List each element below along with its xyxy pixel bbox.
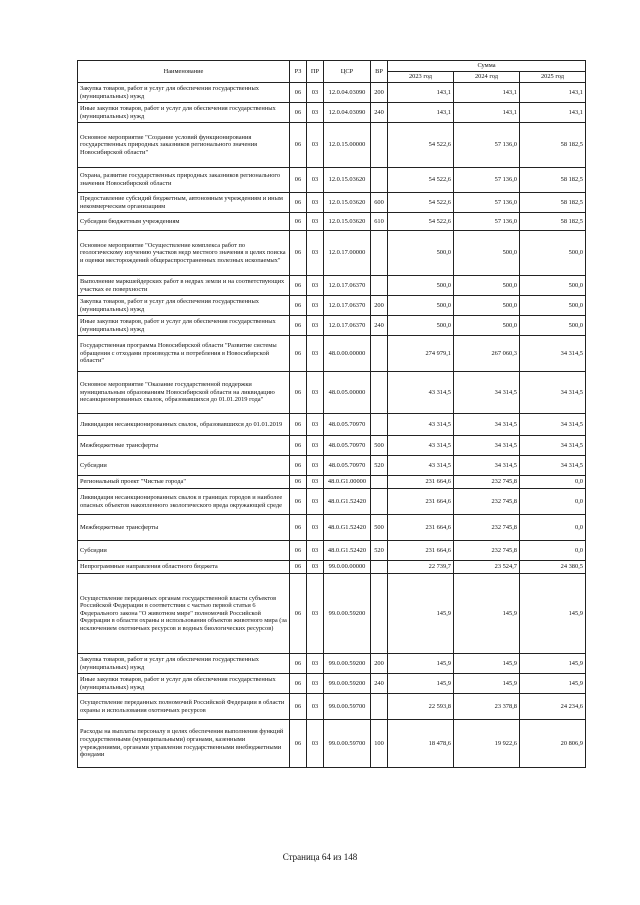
table-row [78,515,586,541]
row-rz: 06 [290,561,307,574]
row-name: Межбюджетные трансферты [78,515,290,541]
row-rz: 06 [290,276,307,296]
row-name: Государственная программа Новосибирской области "Развитие системы обращения с отходами производства и потребления в Новосибирской области" [78,336,290,372]
row-sum-2025: 58 182,5 [520,123,586,168]
row-csr: 48.0.G1.52420 [324,489,371,515]
row-sum-2023: 145,9 [388,654,454,674]
table-row [78,276,586,296]
row-name: Региональный проект "Чистые города" [78,476,290,489]
row-name: Закупка товаров, работ и услуг для обеспечения государственных (муниципальных) нужд [78,654,290,674]
row-sum-2024: 34 314,5 [454,456,520,476]
row-csr: 48.0.00.00000 [324,336,371,372]
row-name: Ликвидация несанкционированных свалок в границах городов и наиболее опасных объектов накопленного экологического вреда окружающей среде [78,489,290,515]
row-sum-2024: 143,1 [454,103,520,123]
row-rz: 06 [290,476,307,489]
row-rz: 06 [290,316,307,336]
row-rz: 06 [290,541,307,561]
header-vr: ВР [371,61,388,83]
row-sum-2023: 500,0 [388,231,454,276]
row-name: Ликвидация несанкционированных свалок, образовавшихся до 01.01.2019 [78,414,290,436]
row-vr: 240 [371,316,388,336]
row-pr: 03 [307,123,324,168]
row-rz: 06 [290,168,307,193]
row-sum-2024: 34 314,5 [454,436,520,456]
row-rz: 06 [290,123,307,168]
row-sum-2023: 54 522,6 [388,123,454,168]
header-sum: Сумма [388,61,586,72]
row-csr: 12.0.04.03090 [324,83,371,103]
table-row [78,674,586,694]
row-sum-2024: 145,9 [454,574,520,654]
row-pr: 03 [307,541,324,561]
row-sum-2025: 145,9 [520,654,586,674]
table-row [78,456,586,476]
row-sum-2023: 231 664,6 [388,476,454,489]
row-sum-2023: 43 314,5 [388,414,454,436]
row-sum-2025: 143,1 [520,83,586,103]
row-rz: 06 [290,193,307,213]
row-sum-2023: 500,0 [388,316,454,336]
row-name: Выполнение маркшейдерских работ в недрах земли и на соответствующих участках ее поверхности [78,276,290,296]
table-row [78,694,586,720]
row-vr: 200 [371,83,388,103]
row-name: Субсидии бюджетным учреждениям [78,213,290,231]
row-csr: 99.0.00.59700 [324,694,371,720]
row-sum-2025: 145,9 [520,574,586,654]
row-rz: 06 [290,372,307,414]
row-sum-2023: 18 478,6 [388,720,454,768]
row-sum-2025: 0,0 [520,476,586,489]
row-csr: 12.0.17.00000 [324,231,371,276]
row-csr: 12.0.15.03620 [324,168,371,193]
row-sum-2023: 54 522,6 [388,193,454,213]
row-vr [371,168,388,193]
row-sum-2025: 500,0 [520,276,586,296]
table-row [78,414,586,436]
row-vr: 500 [371,515,388,541]
row-sum-2024: 232 745,8 [454,476,520,489]
row-sum-2023: 145,9 [388,674,454,694]
row-vr: 100 [371,720,388,768]
row-sum-2024: 57 136,0 [454,193,520,213]
row-rz: 06 [290,574,307,654]
budget-table [77,60,586,768]
row-vr [371,561,388,574]
table-row [78,436,586,456]
table-row [78,83,586,103]
row-sum-2025: 0,0 [520,515,586,541]
row-csr: 99.0.00.00000 [324,561,371,574]
row-rz: 06 [290,489,307,515]
row-sum-2023: 43 314,5 [388,436,454,456]
row-sum-2023: 43 314,5 [388,372,454,414]
row-sum-2024: 232 745,8 [454,541,520,561]
row-sum-2024: 23 524,7 [454,561,520,574]
row-rz: 06 [290,296,307,316]
row-csr: 99.0.00.59200 [324,674,371,694]
row-csr: 12.0.17.06370 [324,296,371,316]
row-sum-2024: 500,0 [454,296,520,316]
row-vr: 600 [371,193,388,213]
row-name: Межбюджетные трансферты [78,436,290,456]
row-pr: 03 [307,476,324,489]
row-pr: 03 [307,674,324,694]
row-csr: 48.0.05.70970 [324,456,371,476]
row-sum-2024: 500,0 [454,231,520,276]
row-pr: 03 [307,168,324,193]
row-pr: 03 [307,316,324,336]
row-sum-2025: 58 182,5 [520,168,586,193]
row-vr [371,336,388,372]
row-rz: 06 [290,336,307,372]
row-name: Субсидии [78,541,290,561]
row-vr: 500 [371,436,388,456]
header-rz: РЗ [290,61,307,83]
row-sum-2024: 145,9 [454,674,520,694]
header-year-2023: 2023 год [388,72,454,83]
row-sum-2023: 143,1 [388,83,454,103]
row-pr: 03 [307,414,324,436]
row-pr: 03 [307,720,324,768]
row-csr: 48.0.G1.00000 [324,476,371,489]
row-rz: 06 [290,436,307,456]
table-row [78,168,586,193]
row-name: Осуществление переданных органам государственной власти субъектов Российской Федерации в соответствии с частью первой статьи 6 Федерального закона "О животном мире" полномочий Российской Федерации в области охраны и использования объектов животного мира (за исключением охотничьих ресурсов и водных биологических ресурсов) [78,574,290,654]
table-row [78,720,586,768]
table-row [78,296,586,316]
row-rz: 06 [290,515,307,541]
row-vr: 240 [371,103,388,123]
row-rz: 06 [290,213,307,231]
table-row [78,213,586,231]
table-row [78,654,586,674]
row-sum-2024: 143,1 [454,83,520,103]
row-pr: 03 [307,103,324,123]
row-name: Закупка товаров, работ и услуг для обеспечения государственных (муниципальных) нужд [78,296,290,316]
row-name: Осуществление переданных полномочий Российской Федерации в области охраны и использования охотничьих ресурсов [78,694,290,720]
row-rz: 06 [290,414,307,436]
row-sum-2024: 57 136,0 [454,168,520,193]
row-vr: 610 [371,213,388,231]
row-sum-2024: 34 314,5 [454,414,520,436]
row-sum-2025: 500,0 [520,296,586,316]
table-row [78,372,586,414]
row-csr: 99.0.00.59700 [324,720,371,768]
row-vr: 520 [371,541,388,561]
row-vr [371,414,388,436]
row-pr: 03 [307,515,324,541]
row-sum-2025: 24 380,5 [520,561,586,574]
row-sum-2025: 58 182,5 [520,213,586,231]
row-sum-2024: 232 745,8 [454,489,520,515]
row-rz: 06 [290,654,307,674]
row-pr: 03 [307,654,324,674]
row-sum-2024: 23 378,8 [454,694,520,720]
row-sum-2023: 231 664,6 [388,515,454,541]
row-csr: 12.0.04.03090 [324,103,371,123]
row-sum-2025: 0,0 [520,541,586,561]
row-vr [371,476,388,489]
row-sum-2024: 19 922,6 [454,720,520,768]
row-sum-2023: 274 979,1 [388,336,454,372]
row-sum-2025: 34 314,5 [520,456,586,476]
row-name: Иные закупки товаров, работ и услуг для обеспечения государственных (муниципальных) нужд [78,674,290,694]
row-name: Иные закупки товаров, работ и услуг для обеспечения государственных (муниципальных) нужд [78,316,290,336]
row-pr: 03 [307,83,324,103]
table-row [78,103,586,123]
row-pr: 03 [307,694,324,720]
row-csr: 48.0.05.00000 [324,372,371,414]
row-sum-2024: 34 314,5 [454,372,520,414]
row-name: Иные закупки товаров, работ и услуг для обеспечения государственных (муниципальных) нужд [78,103,290,123]
row-sum-2023: 54 522,6 [388,213,454,231]
row-csr: 48.0.G1.52420 [324,515,371,541]
row-vr [371,694,388,720]
header-name: Наименование [78,61,290,83]
row-sum-2025: 20 806,9 [520,720,586,768]
row-name: Непрограммные направления областного бюджета [78,561,290,574]
row-name: Расходы на выплаты персоналу в целях обеспечения выполнения функций государственными (муниципальными) органами, казенными учреждениями, органами управления государственными внебюджетными фондами [78,720,290,768]
row-pr: 03 [307,231,324,276]
row-sum-2024: 57 136,0 [454,123,520,168]
row-vr [371,372,388,414]
row-pr: 03 [307,193,324,213]
page-number: Страница 64 из 148 [282,852,358,862]
row-sum-2024: 232 745,8 [454,515,520,541]
row-csr: 99.0.00.59200 [324,574,371,654]
row-rz: 06 [290,83,307,103]
row-vr [371,276,388,296]
row-pr: 03 [307,436,324,456]
row-rz: 06 [290,694,307,720]
row-vr [371,489,388,515]
row-sum-2024: 57 136,0 [454,213,520,231]
row-sum-2025: 24 234,6 [520,694,586,720]
row-csr: 12.0.15.03620 [324,193,371,213]
row-sum-2023: 500,0 [388,276,454,296]
row-name: Субсидии [78,456,290,476]
row-sum-2025: 34 314,5 [520,414,586,436]
row-sum-2023: 22 593,8 [388,694,454,720]
table-row [78,193,586,213]
table-row [78,123,586,168]
row-pr: 03 [307,372,324,414]
row-sum-2025: 58 182,5 [520,193,586,213]
row-sum-2025: 0,0 [520,489,586,515]
header-pr: ПР [307,61,324,83]
row-rz: 06 [290,456,307,476]
row-csr: 99.0.00.59200 [324,654,371,674]
table-row [78,561,586,574]
row-name: Основное мероприятие "Осуществление комплекса работ по геологическому изучению участков недр местного значения в целях поиска и оценки месторождений общераспространенных полезных ископаемых" [78,231,290,276]
row-rz: 06 [290,231,307,276]
row-sum-2023: 22 739,7 [388,561,454,574]
header-year-2025: 2025 год [520,72,586,83]
row-csr: 48.0.05.70970 [324,436,371,456]
row-sum-2024: 500,0 [454,316,520,336]
table-row [78,541,586,561]
row-pr: 03 [307,213,324,231]
row-vr: 200 [371,296,388,316]
row-vr: 200 [371,654,388,674]
row-pr: 03 [307,296,324,316]
row-pr: 03 [307,574,324,654]
row-sum-2023: 145,9 [388,574,454,654]
row-pr: 03 [307,276,324,296]
table-row [78,316,586,336]
row-sum-2024: 145,9 [454,654,520,674]
row-sum-2023: 231 664,6 [388,541,454,561]
row-sum-2025: 145,9 [520,674,586,694]
table-row [78,231,586,276]
row-rz: 06 [290,103,307,123]
row-name: Охрана, развитие государственных природных заказников регионального значения Новосибирской области [78,168,290,193]
row-sum-2023: 43 314,5 [388,456,454,476]
row-sum-2023: 500,0 [388,296,454,316]
row-name: Основное мероприятие "Создание условий функционирования государственных природных заказников регионального значения Новосибирской области" [78,123,290,168]
row-name: Основное мероприятие "Оказание государственной поддержки муниципальным образованиям Новосибирской области на ликвидацию несанкционированных свалок, образовавшихся до 01.01.2019 года" [78,372,290,414]
row-vr: 520 [371,456,388,476]
row-name: Закупка товаров, работ и услуг для обеспечения государственных (муниципальных) нужд [78,83,290,103]
row-csr: 12.0.17.06370 [324,316,371,336]
table-row [78,489,586,515]
row-sum-2025: 143,1 [520,103,586,123]
row-sum-2023: 231 664,6 [388,489,454,515]
row-vr [371,574,388,654]
table-body [78,83,586,768]
row-pr: 03 [307,456,324,476]
row-csr: 12.0.17.06370 [324,276,371,296]
row-sum-2023: 54 522,6 [388,168,454,193]
row-csr: 12.0.15.03620 [324,213,371,231]
row-csr: 12.0.15.00000 [324,123,371,168]
row-vr [371,123,388,168]
row-rz: 06 [290,674,307,694]
row-sum-2023: 143,1 [388,103,454,123]
row-sum-2025: 34 314,5 [520,436,586,456]
row-sum-2025: 500,0 [520,316,586,336]
row-sum-2024: 267 060,3 [454,336,520,372]
table-row [78,336,586,372]
row-sum-2025: 34 314,5 [520,372,586,414]
row-pr: 03 [307,489,324,515]
row-rz: 06 [290,720,307,768]
row-pr: 03 [307,336,324,372]
header-csr: ЦСР [324,61,371,83]
table-row [78,574,586,654]
row-name: Предоставление субсидий бюджетным, автономным учреждениям и иным некоммерческим организациям [78,193,290,213]
row-sum-2025: 34 314,5 [520,336,586,372]
row-sum-2024: 500,0 [454,276,520,296]
table-row [78,476,586,489]
row-vr [371,231,388,276]
row-vr: 240 [371,674,388,694]
row-pr: 03 [307,561,324,574]
header-year-2024: 2024 год [454,72,520,83]
row-csr: 48.0.05.70970 [324,414,371,436]
row-csr: 48.0.G1.52420 [324,541,371,561]
row-sum-2025: 500,0 [520,231,586,276]
